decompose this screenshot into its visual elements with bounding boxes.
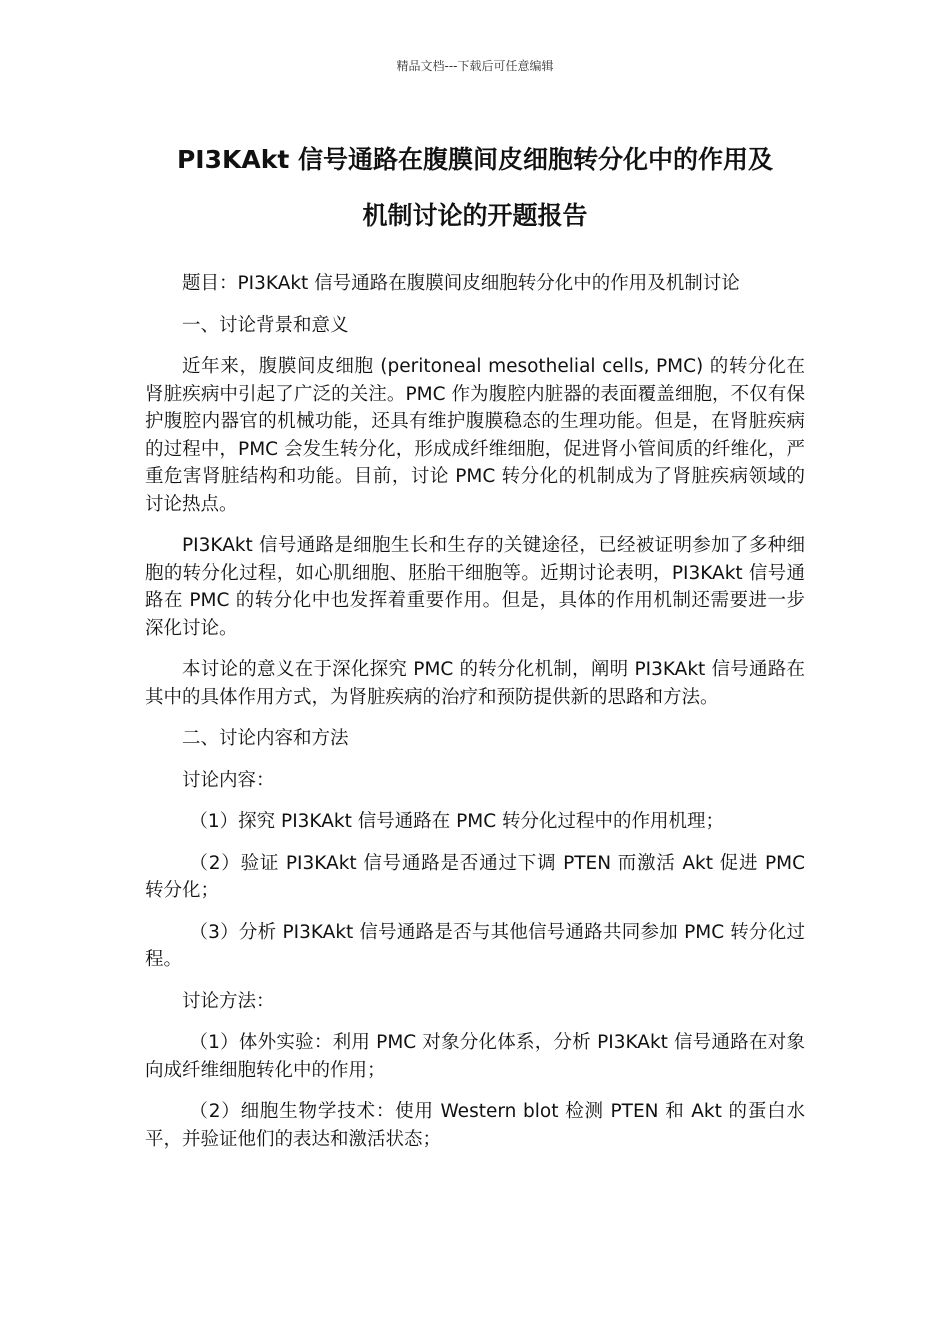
body-paragraph: 本讨论的意义在于深化探究 PMC 的转分化机制，阐明 PI3KAkt 信号通路在其中的具体作用方式，为肾脏疾病的治疗和预防提供新的思路和方法。	[145, 659, 805, 708]
document-body	[145, 270, 805, 1167]
document-title-line-1: PI3KAkt 信号通路在腹膜间皮细胞转分化中的作用及	[176, 145, 774, 174]
list-item: （3）分析 PI3KAkt 信号通路是否与其他信号通路共同参加 PMC 转分化过程。	[145, 921, 805, 970]
list-item: （2）验证 PI3KAkt 信号通路是否通过下调 PTEN 而激活 Akt 促进 PMC 转分化；	[145, 852, 805, 901]
section-heading-background: 一、讨论背景和意义	[182, 314, 349, 336]
body-paragraph: PI3KAkt 信号通路是细胞生长和生存的关键途径，已经被证明参加了多种细胞的转分化过程，如心肌细胞、胚胎干细胞等。近期讨论表明，PI3KAkt 信号通路在 PMC 的转分化中也发挥着重要作用。但是，具体的作用机制还需要进一步深化讨论。	[145, 535, 805, 639]
body-paragraph: 近年来，腹膜间皮细胞 (peritoneal mesothelial cells, PMC) 的转分化在肾脏疾病中引起了广泛的关注。PMC 作为腹腔内脏器的表面覆盖细胞，不仅有保护腹腔内器官的机械功能，还具有维护腹膜稳态的生理功能。但是，在肾脏疾病的过程中，PMC 会发生转分化，形成成纤维细胞，促进肾小管间质的纤维化，严重危害肾脏结构和功能。目前，讨论 PMC 转分化的机制成为了肾脏疾病领域的讨论热点。	[145, 356, 805, 515]
subheading-content: 讨论内容：	[182, 769, 275, 791]
list-item: （2）细胞生物学技术：使用 Western blot 检测 PTEN 和 Akt 的蛋白水平，并验证他们的表达和激活状态；	[145, 1101, 805, 1150]
list-item: （1）探究 PI3KAkt 信号通路在 PMC 转分化过程中的作用机理；	[189, 811, 725, 832]
list-item: （1）体外实验：利用 PMC 对象分化体系，分析 PI3KAkt 信号通路在对象向成纤维细胞转化中的作用；	[145, 1032, 805, 1081]
page-header: 精品文档---下载后可任意编辑	[396, 59, 554, 73]
section-heading-content-methods: 二、讨论内容和方法	[182, 728, 349, 749]
topic-paragraph: 题目：PI3KAkt 信号通路在腹膜间皮细胞转分化中的作用及机制讨论	[182, 273, 740, 294]
subheading-methods: 讨论方法：	[182, 990, 275, 1012]
document-title-line-2: 机制讨论的开题报告	[362, 201, 588, 230]
